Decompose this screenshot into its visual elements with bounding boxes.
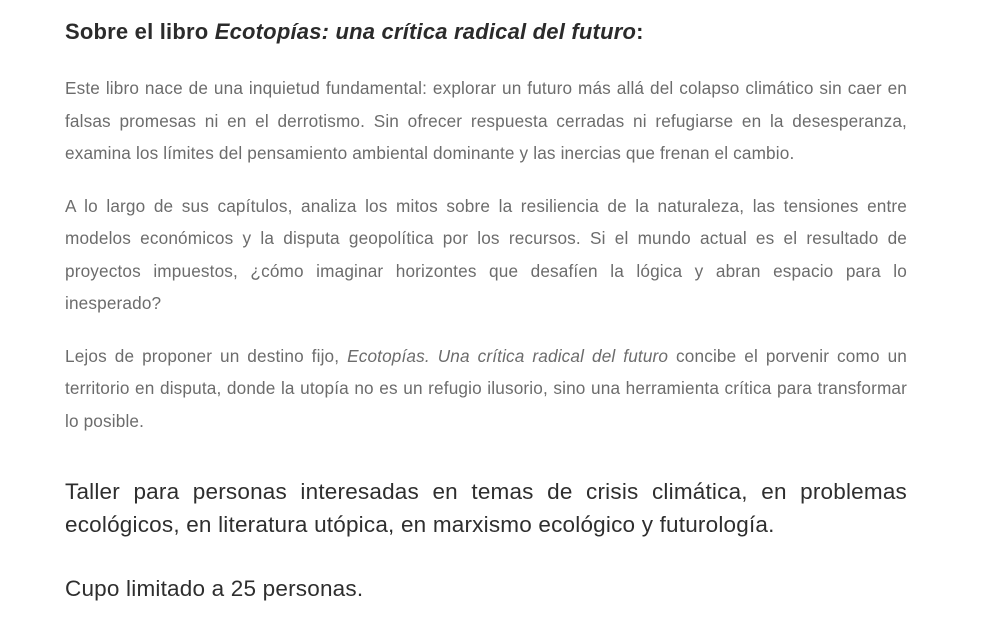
section-heading [65, 16, 907, 48]
intro-paragraph: Este libro nace de una inquietud fundamental: explorar un futuro más allá del colapso climático sin caer en falsas promesas ni en el derrotismo. Sin ofrecer respuesta cerradas ni refugiarse en la desesperanza, examina los límites del pensamiento ambiental dominante y las inercias que frenan el cambio. [65, 78, 907, 163]
book-title: Ecotopías: una crítica radical del futuro [214, 19, 637, 44]
workshop-audience: Taller para personas interesadas en temas de crisis climática, en problemas ecológicos, en literatura utópica, en marxismo ecológico y futurología. [65, 479, 907, 537]
closing-paragraph [65, 340, 907, 438]
heading-suffix: : [636, 19, 644, 44]
capacity-notice: Cupo limitado a 25 personas. [65, 576, 364, 601]
closing-text-after: concibe el porvenir como un territorio en disputa, donde la utopía no es un refugio ilusorio, sino una herramienta crítica para transformar lo posible. [65, 345, 907, 431]
closing-text-before: Lejos de proponer un destino fijo, [65, 345, 348, 366]
book-description [65, 16, 907, 605]
closing-book-title: Ecotopías. Una crítica radical del futuro [347, 345, 669, 366]
chapters-paragraph: A lo largo de sus capítulos, analiza los mitos sobre la resiliencia de la naturaleza, las tensiones entre modelos económicos y la disputa geopolítica por los recursos. Si el mundo actual es el resultado de proyectos impuestos, ¿cómo imaginar horizontes que desafíen la lógica y abran espacio para lo inesperado? [65, 195, 907, 313]
heading-prefix: Sobre el libro [65, 19, 215, 44]
